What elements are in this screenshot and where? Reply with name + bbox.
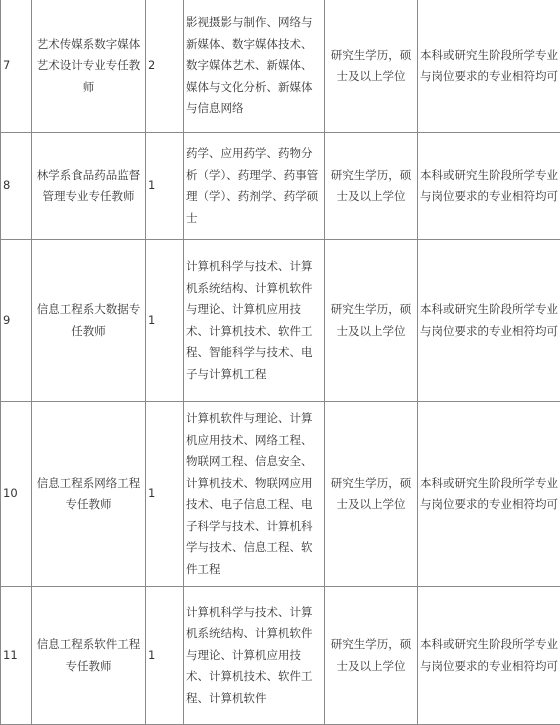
position-name: 信息工程系软件工程专任教师 [32, 587, 146, 725]
headcount: 2 [146, 0, 184, 133]
education-requirement: 研究生学历，硕士及以上学位 [325, 133, 418, 240]
position-name: 林学系食品药品监督管理专业专任教师 [32, 133, 146, 240]
other-requirement: 本科或研究生阶段所学专业与岗位要求的专业相符均可 [418, 587, 560, 725]
headcount: 1 [146, 587, 184, 725]
other-requirement: 本科或研究生阶段所学专业与岗位要求的专业相符均可 [418, 240, 560, 402]
other-requirement: 本科或研究生阶段所学专业与岗位要求的专业相符均可 [418, 133, 560, 240]
row-number: 11 [1, 587, 32, 725]
education-requirement: 研究生学历，硕士及以上学位 [325, 0, 418, 133]
education-requirement: 研究生学历，硕士及以上学位 [325, 240, 418, 402]
other-requirement: 本科或研究生阶段所学专业与岗位要求的专业相符均可 [418, 0, 560, 133]
headcount: 1 [146, 240, 184, 402]
position-name: 信息工程系网络工程专任教师 [32, 402, 146, 587]
table-row [1, 0, 560, 133]
major-requirement: 计算机软件与理论、计算机应用技术、网络工程、物联网工程、信息安全、计算机技术、物联网应用技术、电子信息工程、电子科学与技术、计算机科学与技术、信息工程、软件工程 [184, 402, 325, 587]
table-row [1, 587, 560, 725]
major-requirement: 药学、应用药学、药物分析（学）、药理学、药事管理（学）、药剂学、药学硕士 [184, 133, 325, 240]
other-requirement: 本科或研究生阶段所学专业与岗位要求的专业相符均可 [418, 402, 560, 587]
row-number: 9 [1, 240, 32, 402]
major-requirement: 影视摄影与制作、网络与新媒体、数字媒体技术、数字媒体艺术、新媒体、媒体与文化分析、新媒体与信息网络 [184, 0, 325, 133]
position-name: 信息工程系大数据专任教师 [32, 240, 146, 402]
table-row [1, 133, 560, 240]
major-requirement: 计算机科学与技术、计算机系统结构、计算机软件与理论、计算机应用技术、计算机技术、软件工程、计算机软件 [184, 587, 325, 725]
row-number: 8 [1, 133, 32, 240]
row-number: 7 [1, 0, 32, 133]
major-requirement: 计算机科学与技术、计算机系统结构、计算机软件与理论、计算机应用技术、计算机技术、软件工程、智能科学与技术、电子与计算机工程 [184, 240, 325, 402]
education-requirement: 研究生学历，硕士及以上学位 [325, 402, 418, 587]
headcount: 1 [146, 402, 184, 587]
position-name: 艺术传媒系数字媒体艺术设计专业专任教师 [32, 0, 146, 133]
table-row [1, 240, 560, 402]
headcount: 1 [146, 133, 184, 240]
education-requirement: 研究生学历，硕士及以上学位 [325, 587, 418, 725]
row-number: 10 [1, 402, 32, 587]
table-row [1, 402, 560, 587]
